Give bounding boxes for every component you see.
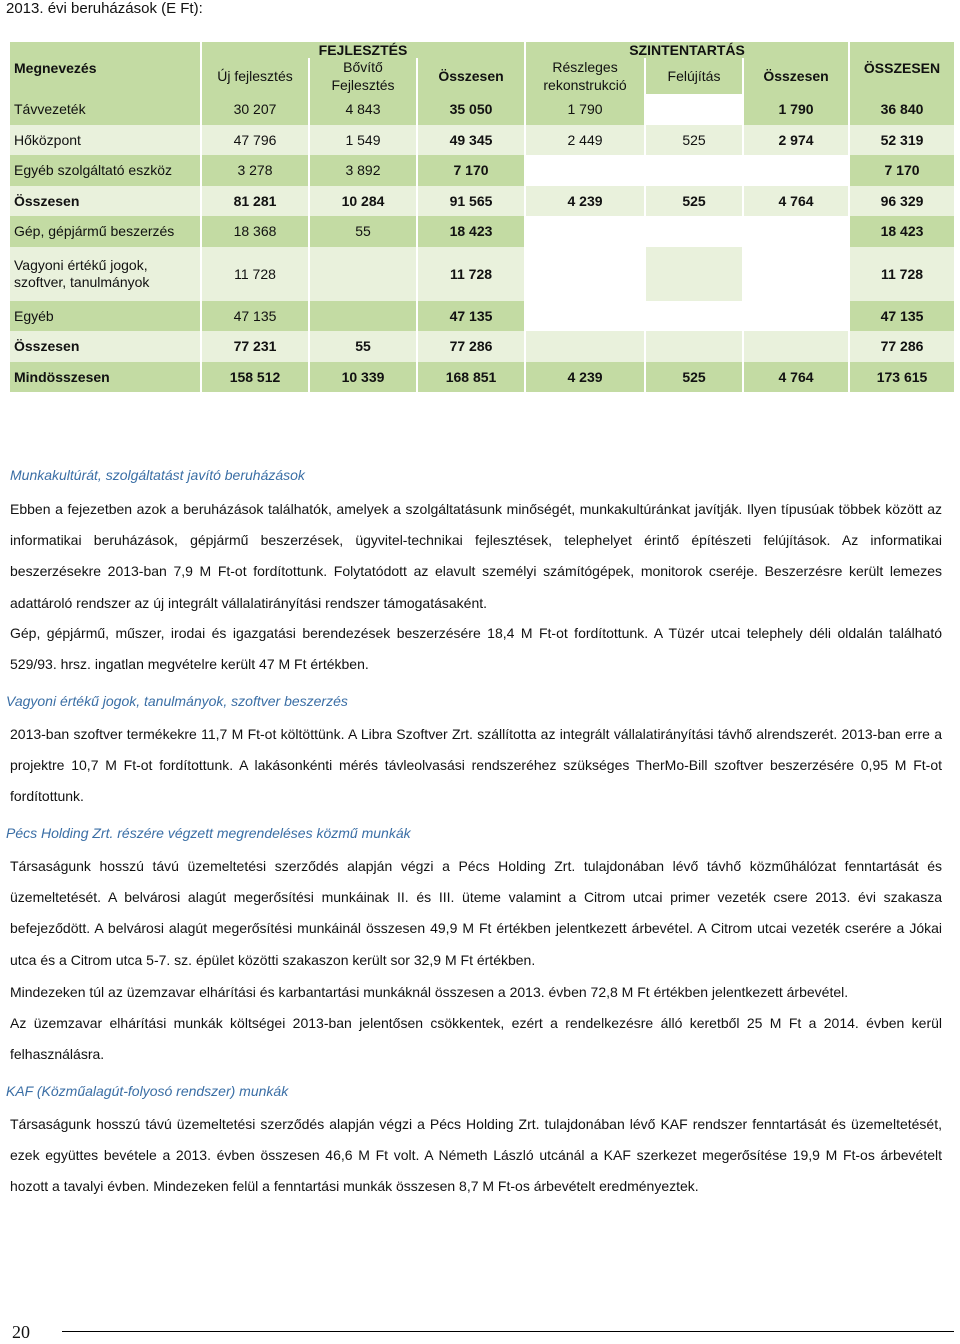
paragraph: Társaságunk hosszú távú üzemeltetési szerződés alapján végzi a Pécs Holding Zrt. tulajdonában lévő távhő közműhálózat fenntartását és üzemeltetését. A belvárosi alagút megerősítési munkáinak II. és III. üteme valamint a Citrom utcai primer vezeték csere 2013. évi szakasza befejeződött. A belvárosi alagút megerősítési munkáinál összesen 49,9 M Ft értékben jelentkezett árbevétel. A Citrom utcai vezeték cserére a Jókai utca és a Citrom utca 5-7. sz. épület közötti szakaszon került sor 32,9 M Ft értékben. [10,858,942,968]
cell-total: 47 135 [850,301,954,332]
cell-osszesen2 [744,247,848,301]
paragraph: 2013-ban szoftver termékekre 11,7 M Ft-ot költöttünk. A Libra Szoftver Zrt. szállította az integrált vállalatirányítási távhő alrendszerét. 2013-ban erre a projektre 10,7 M Ft-ot fordítottunk. A lakásonkénti mérés távleolvasási rendszeréhez szükséges TherMo-Bill szoftver beszerzésére 0,95 M Ft-ot fordítottunk. [10,726,942,805]
row-label: Hőközpont [10,125,200,156]
cell-total: 52 319 [850,125,954,156]
cell-bovito: 55 [310,216,416,247]
cell-bovito: 1 549 [310,125,416,156]
table-row [10,301,954,332]
cell-osszesen1: 77 286 [418,331,524,362]
table-row [10,247,954,301]
investment-table [8,42,956,392]
header-fejlesztes: FEJLESZTÉS [202,42,524,58]
cell-reszleges: 4 239 [526,362,644,393]
page-number: 20 [12,1322,30,1342]
section-heading: Pécs Holding Zrt. részére végzett megrendeléses közmű munkák [6,825,411,841]
cell-total: 18 423 [850,216,954,247]
header-osszesen-total: ÖSSZESEN [850,42,954,94]
cell-uj: 158 512 [202,362,308,393]
cell-osszesen1: 7 170 [418,155,524,186]
cell-osszesen1: 47 135 [418,301,524,332]
row-label: Összesen [10,186,200,217]
cell-total: 7 170 [850,155,954,186]
header-fejlesztes-osszesen: Összesen [418,58,524,94]
section-heading: Vagyoni értékű jogok, tanulmányok, szoftver beszerzés [6,693,348,709]
cell-osszesen2: 2 974 [744,125,848,156]
cell-felujitas: 525 [646,362,742,393]
row-label: Gép, gépjármű beszerzés [10,216,200,247]
row-label: Mindösszesen [10,362,200,393]
cell-osszesen1: 35 050 [418,94,524,125]
header-felujitas: Felújítás [646,58,742,94]
table-row [10,216,954,247]
table-row [10,125,954,156]
cell-total: 96 329 [850,186,954,217]
cell-felujitas [646,331,742,362]
cell-total: 77 286 [850,331,954,362]
paragraph: Mindezeken túl az üzemzavar elhárítási és karbantartási munkáknál összesen a 2013. évben 72,8 M Ft értékben jelentkezett árbevétel. [10,984,849,1000]
cell-osszesen1: 168 851 [418,362,524,393]
header-szintentartas: SZINTENTARTÁS [526,42,848,58]
cell-bovito [310,301,416,332]
cell-osszesen1: 18 423 [418,216,524,247]
header-szintentartas-osszesen: Összesen [744,58,848,94]
row-label: Egyéb [10,301,200,332]
cell-total: 11 728 [850,247,954,301]
cell-felujitas [646,247,742,301]
cell-felujitas [646,94,742,125]
cell-bovito: 4 843 [310,94,416,125]
cell-uj: 11 728 [202,247,308,301]
section-heading: KAF (Közműalagút-folyosó rendszer) munkák [6,1083,289,1099]
paragraph: Ebben a fejezetben azok a beruházások találhatók, amelyek a szolgáltatásunk minőségét, munkakultúránkat javítják. Ilyen típusúak többek között az informatikai beruházások, gépjármű beszerzések, ügyvitel-technikai fejlesztések, telephelyet érintő építészeti felújítások. Az informatikai beszerzésekre 2013-ban 7,9 M Ft-ot fordítottunk. Folytatódott az elavult személyi számítógépek, monitorok cseréje. Beszerzésre került lemezes adattároló rendszer az új integrált vállalatirányítási rendszer támogatásaként. [10,501,942,611]
header-bovito-fejlesztes: Bővítő Fejlesztés [310,58,416,94]
table-row [10,155,954,186]
cell-reszleges [526,247,644,301]
paragraph: Az üzemzavar elhárítási munkák költségei 2013-ban jelentősen csökkentek, ezért a rendelkezésre álló keretből 25 M Ft a 2014. évben kerül felhasználásra. [10,1015,942,1063]
cell-reszleges: 2 449 [526,125,644,156]
cell-osszesen1: 11 728 [418,247,524,301]
cell-felujitas [646,155,742,186]
cell-reszleges [526,216,644,247]
row-label: Vagyoni értékű jogok, szoftver, tanulmányok [10,247,200,301]
table-row [10,186,954,217]
cell-bovito: 10 339 [310,362,416,393]
cell-uj: 3 278 [202,155,308,186]
cell-bovito: 55 [310,331,416,362]
section-heading: Munkakultúrát, szolgáltatást javító beruházások [10,467,305,483]
cell-uj: 30 207 [202,94,308,125]
cell-total: 173 615 [850,362,954,393]
cell-reszleges [526,331,644,362]
cell-total: 36 840 [850,94,954,125]
cell-osszesen2: 1 790 [744,94,848,125]
paragraph: Gép, gépjármű, műszer, irodai és igazgatási berendezések beszerzésére 18,4 M Ft-ot fordítottunk. A Tüzér utcai telephely déli oldalán található 529/93. hrsz. ingatlan megvételre került 47 M Ft értékben. [10,625,942,673]
table-row [10,362,954,393]
cell-felujitas: 525 [646,125,742,156]
cell-uj: 47 796 [202,125,308,156]
cell-osszesen2 [744,331,848,362]
cell-osszesen2: 4 764 [744,186,848,217]
cell-bovito: 10 284 [310,186,416,217]
cell-uj: 47 135 [202,301,308,332]
cell-bovito [310,247,416,301]
row-label: Távvezeték [10,94,200,125]
header-reszleges-rekonstrukcio: Részleges rekonstrukció [526,58,644,94]
cell-uj: 77 231 [202,331,308,362]
cell-reszleges: 4 239 [526,186,644,217]
row-label: Egyéb szolgáltató eszköz [10,155,200,186]
cell-osszesen2 [744,301,848,332]
table-row [10,94,954,125]
table-caption: 2013. évi beruházások (E Ft): [6,0,203,17]
footer-rule [62,1331,954,1332]
cell-felujitas [646,301,742,332]
cell-osszesen1: 91 565 [418,186,524,217]
cell-reszleges: 1 790 [526,94,644,125]
cell-bovito: 3 892 [310,155,416,186]
header-uj-fejlesztes: Új fejlesztés [202,58,308,94]
cell-reszleges [526,301,644,332]
cell-osszesen2 [744,155,848,186]
cell-uj: 18 368 [202,216,308,247]
cell-uj: 81 281 [202,186,308,217]
table-row [10,331,954,362]
cell-felujitas [646,216,742,247]
cell-felujitas: 525 [646,186,742,217]
cell-osszesen1: 49 345 [418,125,524,156]
row-label: Összesen [10,331,200,362]
paragraph: Társaságunk hosszú távú üzemeltetési szerződés alapján végzi a Pécs Holding Zrt. tulajdonában lévő KAF rendszer fenntartását és üzemeltetését, ezek együttes bevétele a 2013. évben összesen 46,6 M Ft volt. A Németh László utcánál a KAF szerkezet megerősítése 19,9 M Ft-os árbevételt hozott a tavalyi évben. Mindezeken felül a fenntartási munkák összesen 8,7 M Ft-os árbevételt eredményeztek. [10,1116,942,1195]
cell-osszesen2 [744,216,848,247]
header-megnevezes: Megnevezés [10,42,200,94]
cell-reszleges [526,155,644,186]
cell-osszesen2: 4 764 [744,362,848,393]
